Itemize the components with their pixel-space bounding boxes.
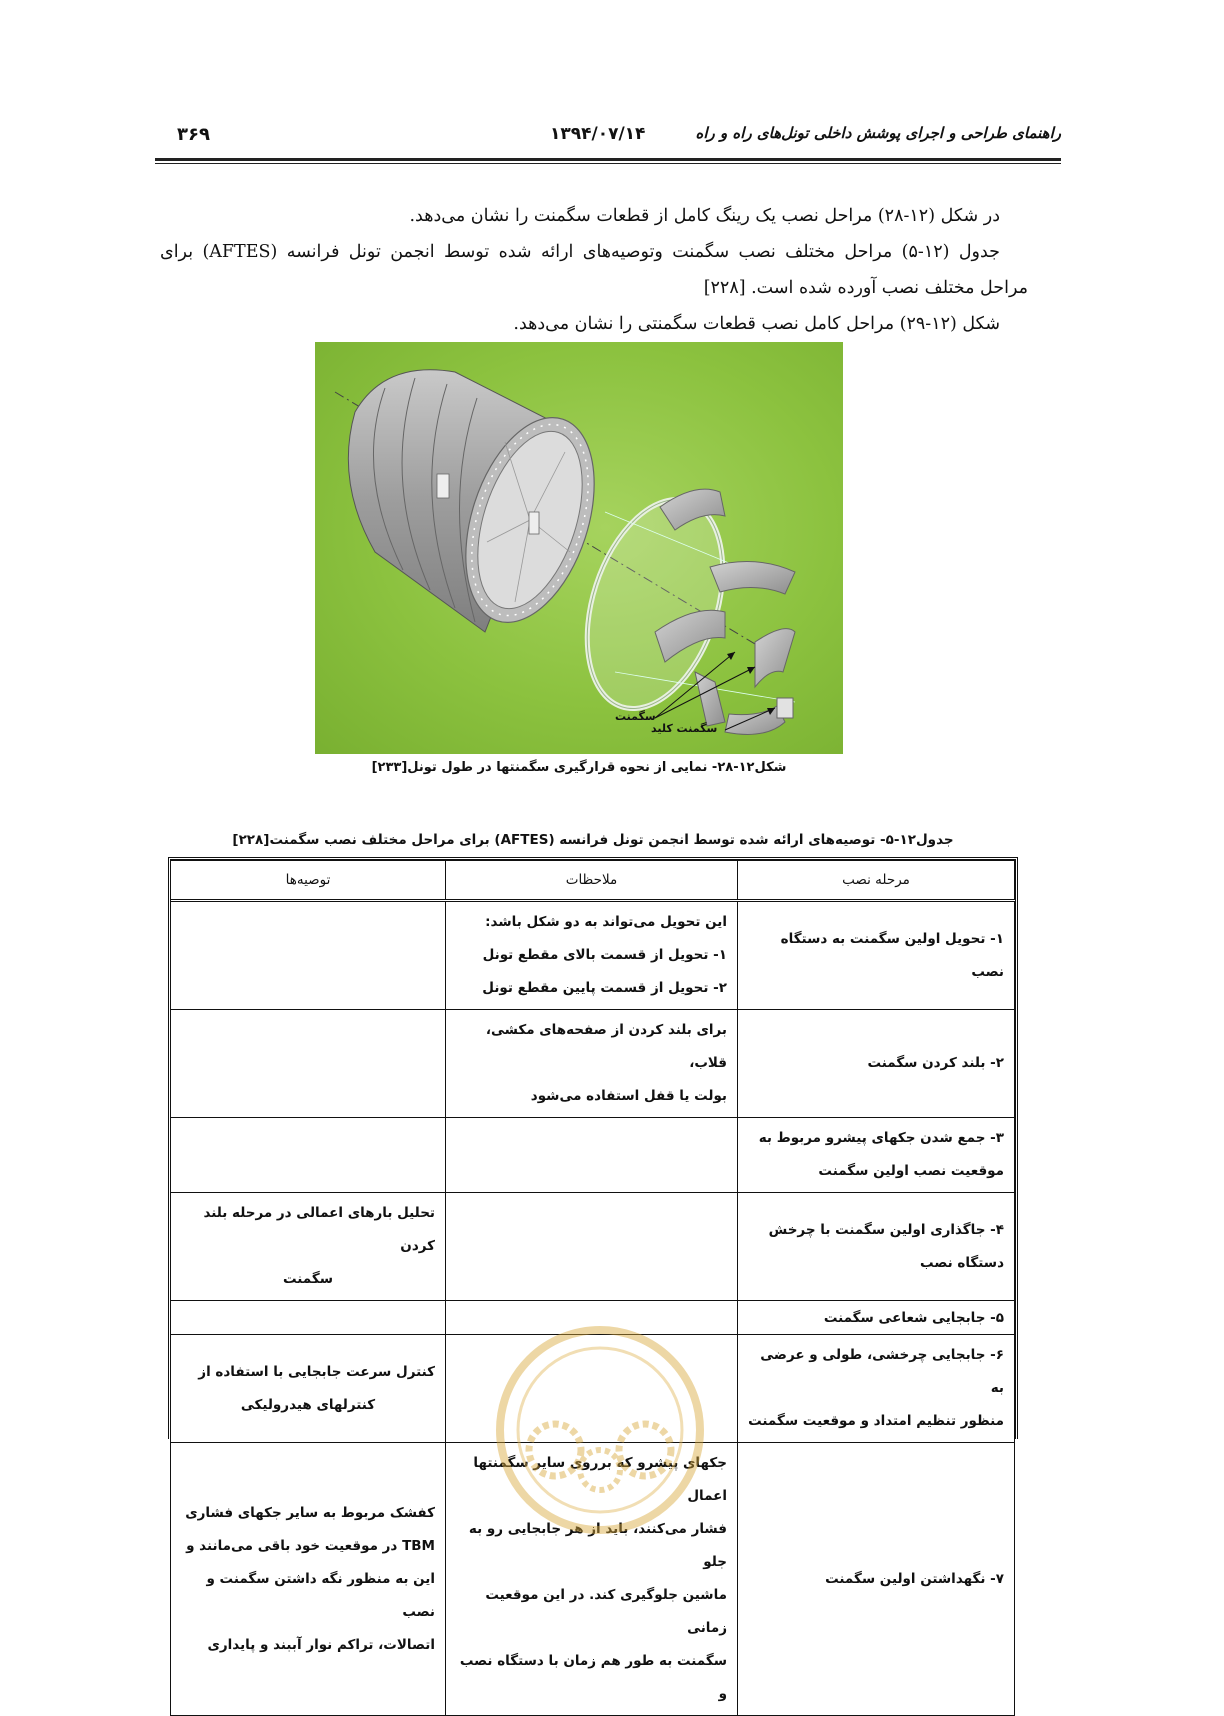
header-date: ۱۳۹۴/۰۷/۱۴ [550,124,646,144]
recommendation-line: این به منظور نگه داشتن سگمنت و نصب [206,1570,435,1620]
tunnel-segments-illustration [315,342,843,754]
stage-line: دستگاه نصب [920,1254,1004,1271]
note-line: بولت یا قفل استفاده می‌شود [530,1088,727,1104]
recommendation-line: کنترلهای هیدرولیکی [240,1396,376,1413]
stage-cell: ۷- نگهداشتن اولین سگمنت [738,1443,1015,1716]
note-line: فشار می‌کنند، باید از هر جابجایی رو به جلو [468,1521,727,1570]
note-line: ماشین جلوگیری کند. در این موقعیت زمانی [485,1587,727,1636]
label-key-segment: سگمنت کلید [651,722,718,735]
recommendations-cell [171,1335,446,1443]
stage-line: موقعیت نصب اولین سگمنت [818,1163,1004,1179]
header-recommendations: توصیه‌ها [171,861,446,901]
stage-line: ۳- جمع شدن جکهای پیشرو مربوط به [758,1130,1004,1146]
table-row [171,1193,1015,1301]
recommendation-line: تحلیل بارهای اعمالی در مرحله بلند کردن [203,1205,435,1254]
stage-line: ۶- جابجایی چرخشی، طولی و عرضی به [760,1347,1004,1396]
watermark-seal-icon [485,1320,715,1584]
figure-caption: شکل۱۲-۲۸- نمایی از نحوه قرارگیری سگمنتها در طول تونل[۲۳۳] [371,760,787,775]
recommendations-cell [171,1010,446,1118]
notes-cell [446,1118,738,1193]
recommendation-line: کنترل سرعت جابجایی با استفاده از [198,1363,435,1380]
paragraph-1: در شکل (۱۲-۲۸) مراحل نصب یک رینگ کامل از قطعات سگمنت را نشان می‌دهد. [409,206,1000,226]
note-line: جکهای پیشرو که برروی سایر سگمنتها اعمال [473,1455,727,1504]
note-line: سگمنت به طور هم زمان با دستگاه نصب و [459,1653,727,1702]
recommendations-cell [171,1193,446,1301]
notes-cell [446,901,738,1010]
recommendation-line: کفشک مربوط به سایر جکهای فشاری [185,1504,435,1521]
note-line: برای بلند کردن از صفحه‌های مکشی، قلاب، [485,1022,727,1071]
recommendations-cell [171,1118,446,1193]
stage-cell: ۵- جابجایی شعاعی سگمنت [738,1301,1015,1335]
table-row [171,1010,1015,1118]
installation-stages-table [170,860,1015,1716]
recommendations-cell [171,1443,446,1716]
header-rule [155,158,1061,161]
recommendation-line: سگمنت [283,1271,333,1287]
table-header-row [171,861,1015,901]
paragraph-4: شکل (۱۲-۲۹) مراحل کامل نصب قطعات سگمنتی را نشان می‌دهد. [513,314,1000,334]
notes-cell [446,1010,738,1118]
running-title: راهنمای طراحی و اجرای پوشش داخلی تونل‌های راه و راه [695,124,1061,142]
table-row [171,901,1015,1010]
header-notes: ملاحظات [446,861,738,901]
segment-ring-figure [315,342,843,754]
recommendations-cell [171,901,446,1010]
note-line: این تحویل می‌تواند به دو شکل باشد: [485,914,727,930]
paragraph-2: جدول (۱۲-۵) مراحل مختلف نصب سگمنت وتوصیه‌های ارائه شده توسط انجمن تونل فرانسه (AFTES) برای [160,242,1000,262]
stage-cell [738,1118,1015,1193]
label-segment: سگمنت [615,710,656,723]
paragraph-3: مراحل مختلف نصب آورده شده است. [۲۲۸] [703,278,1028,298]
stage-line: منظور تنظیم امتداد و موقعیت سگمنت [748,1413,1004,1429]
header-stage: مرحله نصب [738,861,1015,901]
header-rule-thin [155,163,1061,164]
page-number: ۳۶۹ [177,124,210,145]
page-header [155,118,1061,152]
recommendations-cell [171,1301,446,1335]
note-line: ۲- تحویل از قسمت پایین مقطع تونل [482,980,727,996]
stage-cell [738,1193,1015,1301]
table-row [171,1118,1015,1193]
note-line: ۱- تحویل از قسمت بالای مقطع تونل [482,947,727,963]
stage-cell [738,1335,1015,1443]
recommendation-line: اتصالات، تراکم نوار آببند و پایداری [207,1636,435,1653]
table-caption: جدول۱۲-۵- توصیه‌های ارائه شده توسط انجمن تونل فرانسه (AFTES) برای مراحل مختلف نصب سگمنت[۲۲۸] [232,832,954,848]
stage-cell: ۱- تحویل اولین سگمنت به دستگاه نصب [738,901,1015,1010]
stage-line: ۴- جاگذاری اولین سگمنت با چرخش [768,1221,1004,1238]
stage-cell: ۲- بلند کردن سگمنت [738,1010,1015,1118]
recommendation-line: TBM در موقعیت خود باقی می‌مانند و [186,1537,435,1554]
notes-cell [446,1193,738,1301]
